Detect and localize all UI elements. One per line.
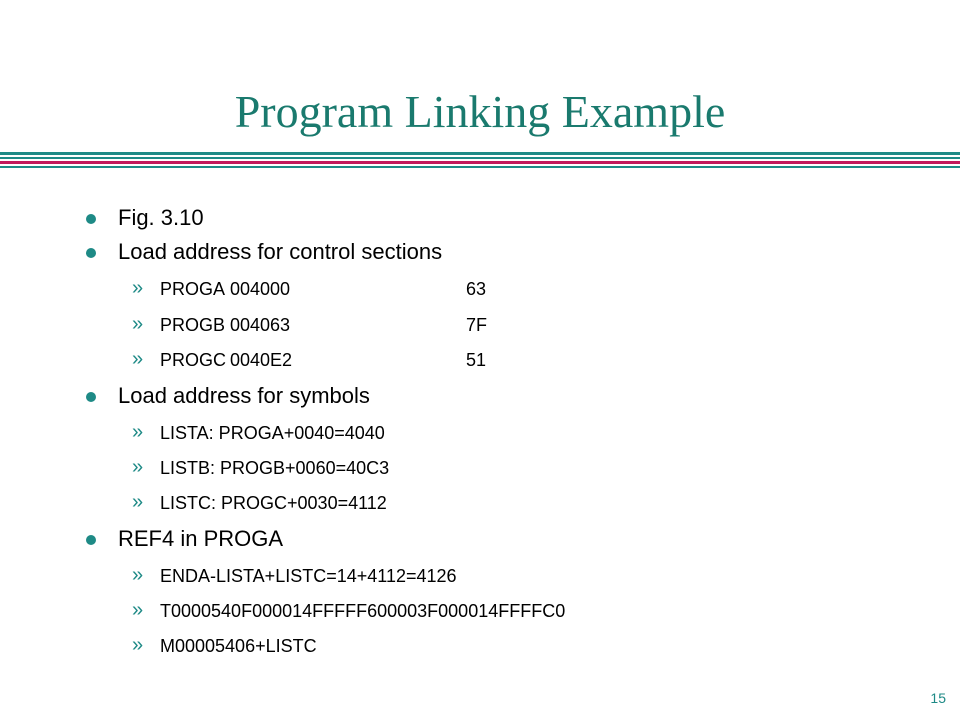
control-section-length: 63	[466, 279, 487, 299]
sub-bullet-icon: »	[132, 491, 144, 513]
control-section-address: 0040E2	[230, 350, 293, 370]
sub-bullet-icon: »	[132, 421, 144, 443]
modification-record: M00005406+LISTC	[160, 636, 317, 656]
sub-bullet-icon: »	[132, 564, 144, 586]
bullet-icon	[86, 392, 96, 402]
bullet-text: Load address for control sections	[118, 239, 443, 264]
symbol-address: LISTA: PROGA+0040=4040	[160, 423, 385, 443]
sub-bullet-icon: »	[132, 456, 144, 478]
control-section-name: PROGA	[160, 279, 226, 299]
control-section-address: 004063	[230, 315, 291, 335]
control-section-name: PROGC	[160, 350, 227, 370]
ref4-calculation: ENDA-LISTA+LISTC=14+4112=4126	[160, 566, 457, 586]
symbol-address: LISTB: PROGB+0060=40C3	[160, 458, 390, 478]
bullet-text: Load address for symbols	[118, 383, 370, 408]
page-number: 15	[930, 690, 946, 706]
control-section-name: PROGB	[160, 315, 226, 335]
control-section-length: 7F	[466, 315, 488, 335]
bullet-icon	[86, 535, 96, 545]
slide-title: Program Linking Example	[234, 86, 726, 137]
control-section-length: 51	[466, 350, 487, 370]
sub-bullet-icon: »	[132, 634, 144, 656]
bullet-text: Fig. 3.10	[118, 205, 204, 230]
bullet-icon	[86, 214, 96, 224]
control-section-address: 004000	[230, 279, 291, 299]
bullet-text: REF4 in PROGA	[118, 526, 284, 551]
text-record: T0000540F000014FFFFF600003F000014FFFFC0	[160, 601, 566, 621]
sub-bullet-icon: »	[132, 313, 144, 335]
sub-bullet-icon: »	[132, 348, 144, 370]
bullet-icon	[86, 248, 96, 258]
sub-bullet-icon: »	[132, 599, 144, 621]
sub-bullet-icon: »	[132, 277, 144, 299]
symbol-address: LISTC: PROGC+0030=4112	[160, 493, 387, 513]
